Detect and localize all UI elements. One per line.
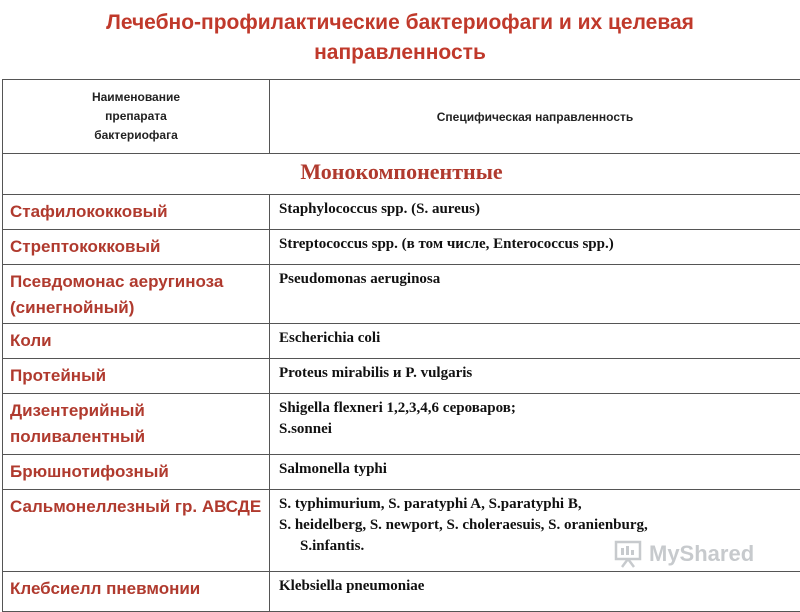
- table-header: [3, 80, 800, 154]
- phage-name: [3, 394, 270, 454]
- phage-target: [270, 195, 800, 229]
- phage-target: [270, 455, 800, 489]
- phage-target-line: S.sonnei: [279, 421, 332, 437]
- phage-name-line: Стафилококковый: [10, 202, 168, 221]
- section-row: [3, 154, 800, 195]
- table-row: [3, 490, 800, 572]
- phage-name: [3, 455, 270, 489]
- phage-target-line: Klebsiella pneumoniae: [279, 578, 425, 594]
- phage-target: [270, 490, 800, 571]
- table-row: [3, 265, 800, 324]
- phage-name-line: Стрептококковый: [10, 237, 161, 256]
- phage-name: [3, 195, 270, 229]
- phage-target-line: Staphylococcus spp. (S. aureus): [279, 201, 481, 217]
- header-name-col: [3, 80, 270, 153]
- watermark-text: MyShared: [649, 541, 755, 566]
- phage-table: [2, 79, 800, 612]
- phage-target-line: S.infantis.: [300, 538, 365, 554]
- phage-name-line: Протейный: [10, 366, 107, 385]
- phage-name-line: Сальмонеллезный: [10, 497, 171, 516]
- phage-target-line: S. typhimurium, S. paratyphi A, S.paratyphi B,: [279, 496, 582, 512]
- title-line-1: Лечебно-профилактические бактериофаги и их целевая: [106, 11, 694, 34]
- phage-name-line: Коли: [10, 331, 52, 350]
- phage-target-line: Shigella flexneri 1,2,3,4,6 сероваров;: [279, 400, 516, 416]
- phage-name: [3, 490, 270, 571]
- phage-name-line: Клебсиелл пневмонии: [10, 579, 201, 598]
- phage-name-line: гр. АВСДЕ: [174, 497, 262, 516]
- table-row: [3, 359, 800, 394]
- phage-target-line: Pseudomonas aeruginosa: [279, 271, 441, 287]
- table-row: [3, 230, 800, 265]
- phage-target-line: Salmonella typhi: [279, 461, 387, 477]
- phage-name-line: (синегнойный): [10, 298, 135, 317]
- phage-name-line: поливалентный: [10, 427, 146, 446]
- table-row: [3, 394, 800, 455]
- phage-name-line: Псевдомонас аеругиноза: [10, 272, 224, 291]
- header-name-line: Наименование: [91, 90, 181, 104]
- phage-target: [270, 324, 800, 358]
- phage-target: [270, 265, 800, 323]
- phage-target: [270, 230, 800, 264]
- phage-name: [3, 230, 270, 264]
- header-name-line: бактериофага: [94, 128, 178, 142]
- phage-target-line: Proteus mirabilis и P. vulgaris: [279, 365, 473, 381]
- section-label: Монокомпонентные: [3, 154, 800, 194]
- page-title: [0, 8, 800, 68]
- phage-target: [270, 572, 800, 611]
- table-row: [3, 572, 800, 612]
- header-name-line: препарата: [105, 109, 167, 123]
- table-row: [3, 324, 800, 359]
- phage-name: [3, 359, 270, 393]
- phage-target: [270, 394, 800, 454]
- table-row: [3, 195, 800, 230]
- phage-name: [3, 265, 270, 323]
- phage-name-line: Брюшнотифозный: [10, 462, 169, 481]
- phage-target-line: Streptococcus spp. (в том числе, Enterococcus spp.): [279, 236, 614, 252]
- phage-name: [3, 324, 270, 358]
- phage-name: [3, 572, 270, 611]
- table-row: [3, 455, 800, 490]
- title-line-2: направленность: [314, 41, 486, 64]
- phage-target-line: Escherichia coli: [279, 330, 381, 346]
- phage-target: [270, 359, 800, 393]
- header-target-col: Специфическая направленность: [270, 80, 800, 153]
- phage-name-line: Дизентерийный: [10, 401, 145, 420]
- phage-target-line: S. heidelberg, S. newport, S. choleraesuis, S. oranienburg,: [279, 517, 648, 533]
